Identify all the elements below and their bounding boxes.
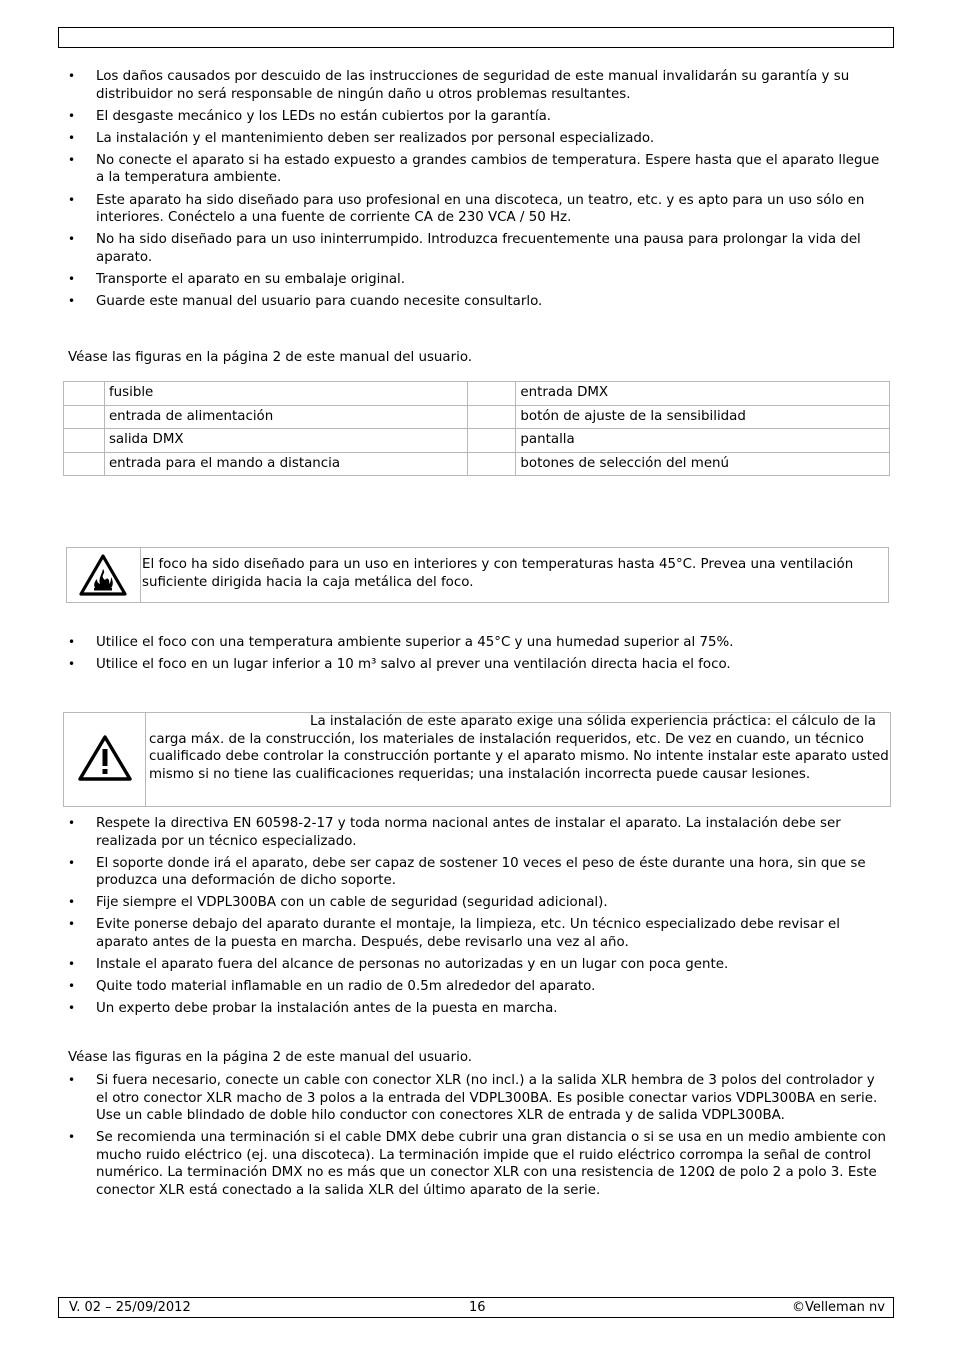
installation-warning-box (63, 712, 891, 807)
list-item: • Guarde este manual del usuario para cuando necesite consultarlo. (0, 293, 886, 311)
ambient-conditions-list (0, 634, 886, 678)
fire-warning-text: El foco ha sido diseñado para un uso en interiores y con temperaturas hasta 45°C. Prevea una ventilación suficiente dirigida hacia la caja metálica del foco. (142, 557, 854, 590)
table-cell (64, 382, 105, 406)
safety-list (0, 68, 886, 315)
table-cell (64, 452, 105, 476)
figures-note: Véase las figuras en la página 2 de este manual del usuario. (68, 350, 473, 365)
list-item: • No ha sido diseñado para un uso ininterrumpido. Introduzca frecuentemente una pausa para prolongar la vida del aparato. (0, 231, 886, 266)
installation-list (0, 815, 886, 1022)
page-footer (58, 1297, 894, 1318)
fire-warning-box (66, 547, 889, 603)
list-item: • Si fuera necesario, conecte un cable con conector XLR (no incl.) a la salida XLR hembra de 3 polos del controlador y el otro conector XLR macho de 3 polos a la entrada del VDPL300BA. Es posible conectar varios VDPL300BA en serie. Use un cable blindado de doble hilo conductor con conectores XLR de entrada y de salida VDPL300BA. (0, 1072, 886, 1125)
list-item: • Este aparato ha sido diseñado para uso profesional en una discoteca, un teatro, etc. y es apto para un uso sólo en interiores. Conéctelo a una fuente de corriente CA de 230 VCA / 50 Hz. (0, 192, 886, 227)
warning-icon-cell (67, 548, 141, 602)
table-cell: entrada de alimentación (104, 405, 467, 429)
table-cell (467, 429, 516, 453)
table-row (64, 452, 890, 476)
footer-page-number: 16 (469, 1300, 486, 1315)
list-item: • Respete la directiva EN 60598-2-17 y toda norma nacional antes de instalar el aparato. La instalación debe ser realizada por un técnico especializado. (0, 815, 886, 850)
table-cell (467, 382, 516, 406)
flammable-warning-icon (78, 553, 128, 597)
table-cell (64, 429, 105, 453)
footer-copyright: ©Velleman nv (791, 1300, 885, 1315)
table-row (64, 405, 890, 429)
parts-table (63, 381, 890, 476)
footer-version: V. 02 – 25/09/2012 (69, 1300, 191, 1315)
exclamation-warning-icon (77, 734, 133, 782)
dmx-connection-list (0, 1072, 886, 1204)
list-item: • Instale el aparato fuera del alcance de personas no autorizadas y en un lugar con poca gente. (0, 956, 886, 974)
table-row (64, 429, 890, 453)
figures-note: Véase las figuras en la página 2 de este manual del usuario. (68, 1050, 473, 1065)
list-item: • Utilice el foco con una temperatura ambiente superior a 45°C y una humedad superior al 75%. (0, 634, 886, 652)
table-cell: pantalla (516, 429, 890, 453)
list-item: • Se recomienda una terminación si el cable DMX debe cubrir una gran distancia o si se usa en un medio ambiente con mucho ruido eléctrico (ej. una discoteca). La terminación impide que el ruido eléctrico corrompa la señal de control numérico. La terminación DMX no es más que un conector XLR con una resistencia de 120Ω de polo 2 a polo 3. Este conector XLR está conectado a la salida XLR del último aparato de la serie. (0, 1129, 886, 1199)
page-header-box (58, 27, 894, 48)
list-item: • No conecte el aparato si ha estado expuesto a grandes cambios de temperatura. Espere hasta que el aparato llegue a la temperatura ambiente. (0, 152, 886, 187)
list-item: • El soporte donde irá el aparato, debe ser capaz de sostener 10 veces el peso de éste durante una hora, sin que se produzca una deformación de dicho soporte. (0, 855, 886, 890)
installation-warning-text: La instalación de este aparato exige una sólida experiencia práctica: el cálculo de la carga máx. de la construcción, los materiales de instalación requeridos, etc. De vez en cuando, un técnico cualificado debe controlar la construcción portante y el aparato mismo. No intente instalar este aparato usted mismo si no tiene las cualificaciones requeridas; una instalación incorrecta puede causar lesiones. (149, 714, 889, 782)
list-item: • Un experto debe probar la instalación antes de la puesta en marcha. (0, 1000, 886, 1018)
warning-icon-cell (64, 713, 146, 806)
table-cell: entrada DMX (516, 382, 890, 406)
list-item: • El desgaste mecánico y los LEDs no están cubiertos por la garantía. (0, 108, 886, 126)
list-item: • Quite todo material inflamable en un radio de 0.5m alrededor del aparato. (0, 978, 886, 996)
list-item: • Fije siempre el VDPL300BA con un cable de seguridad (seguridad adicional). (0, 894, 886, 912)
table-cell: fusible (104, 382, 467, 406)
table-cell: salida DMX (104, 429, 467, 453)
table-cell: entrada para el mando a distancia (104, 452, 467, 476)
list-item: • La instalación y el mantenimiento deben ser realizados por personal especializado. (0, 130, 886, 148)
table-cell: botón de ajuste de la sensibilidad (516, 405, 890, 429)
table-cell (64, 405, 105, 429)
list-item: • Utilice el foco en un lugar inferior a 10 m³ salvo al prever una ventilación directa hacia el foco. (0, 656, 886, 674)
list-item: • Evite ponerse debajo del aparato durante el montaje, la limpieza, etc. Un técnico especializado debe revisar el aparato antes de la puesta en marcha. Después, debe revisarlo una vez al año. (0, 916, 886, 951)
table-cell: botones de selección del menú (516, 452, 890, 476)
table-row (64, 382, 890, 406)
list-item: • Los daños causados por descuido de las instrucciones de seguridad de este manual invalidarán su garantía y su distribuidor no será responsable de ningún daño u otros problemas resultantes. (0, 68, 886, 103)
table-cell (467, 452, 516, 476)
list-item: • Transporte el aparato en su embalaje original. (0, 271, 886, 289)
table-cell (467, 405, 516, 429)
